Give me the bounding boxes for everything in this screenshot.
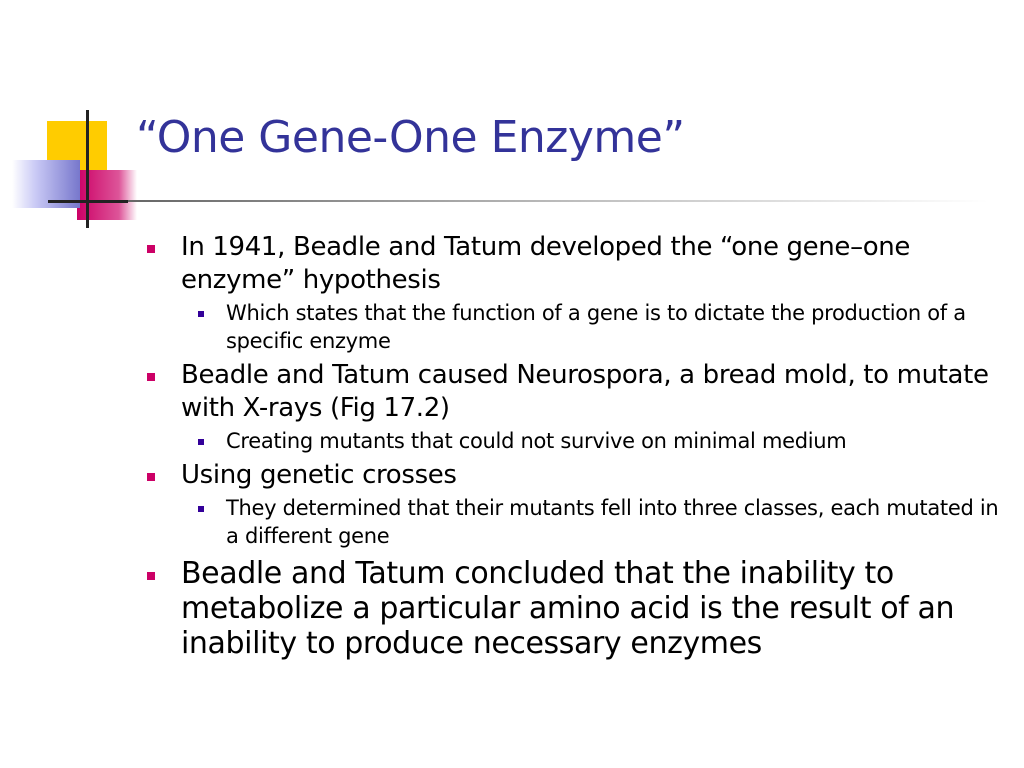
horizontal-rule-long [128, 200, 988, 202]
square-bullet-icon [147, 373, 155, 381]
square-bullet-icon [198, 311, 204, 317]
square-bullet-icon [147, 473, 155, 481]
bullet-item [144, 359, 1004, 425]
horizontal-rule-dark [48, 200, 128, 203]
sub-bullet-text: Creating mutants that could not survive on minimal medium [226, 429, 847, 453]
bullet-text: Beadle and Tatum concluded that the inability to metabolize a particular amino acid is the result of an inability to produce necessary enzymes [181, 556, 955, 661]
bullet-item [144, 556, 1004, 661]
bullet-text: Using genetic crosses [181, 460, 457, 490]
sub-bullet-text: Which states that the function of a gene is to dictate the production of a specific enzyme [226, 301, 966, 353]
slide-title: “One Gene-One Enzyme” [136, 112, 685, 163]
sub-bullet-item [189, 299, 1004, 355]
sub-bullet-item [189, 494, 1004, 550]
bullet-item [144, 459, 1004, 492]
bullet-text: Beadle and Tatum caused Neurospora, a bread mold, to mutate with X-rays (Fig 17.2) [181, 360, 989, 423]
square-bullet-icon [198, 506, 204, 512]
square-bullet-icon [198, 439, 204, 445]
sub-bullet-item [189, 427, 1004, 455]
vertical-rule [86, 110, 89, 228]
bullet-text: In 1941, Beadle and Tatum developed the “one gene–one enzyme” hypothesis [181, 232, 911, 295]
square-bullet-icon [147, 245, 155, 253]
bullet-list [144, 227, 1004, 661]
sub-bullet-text: They determined that their mutants fell into three classes, each mutated in a different gene [226, 496, 999, 548]
square-bullet-icon [147, 572, 155, 580]
bullet-item [144, 231, 1004, 297]
